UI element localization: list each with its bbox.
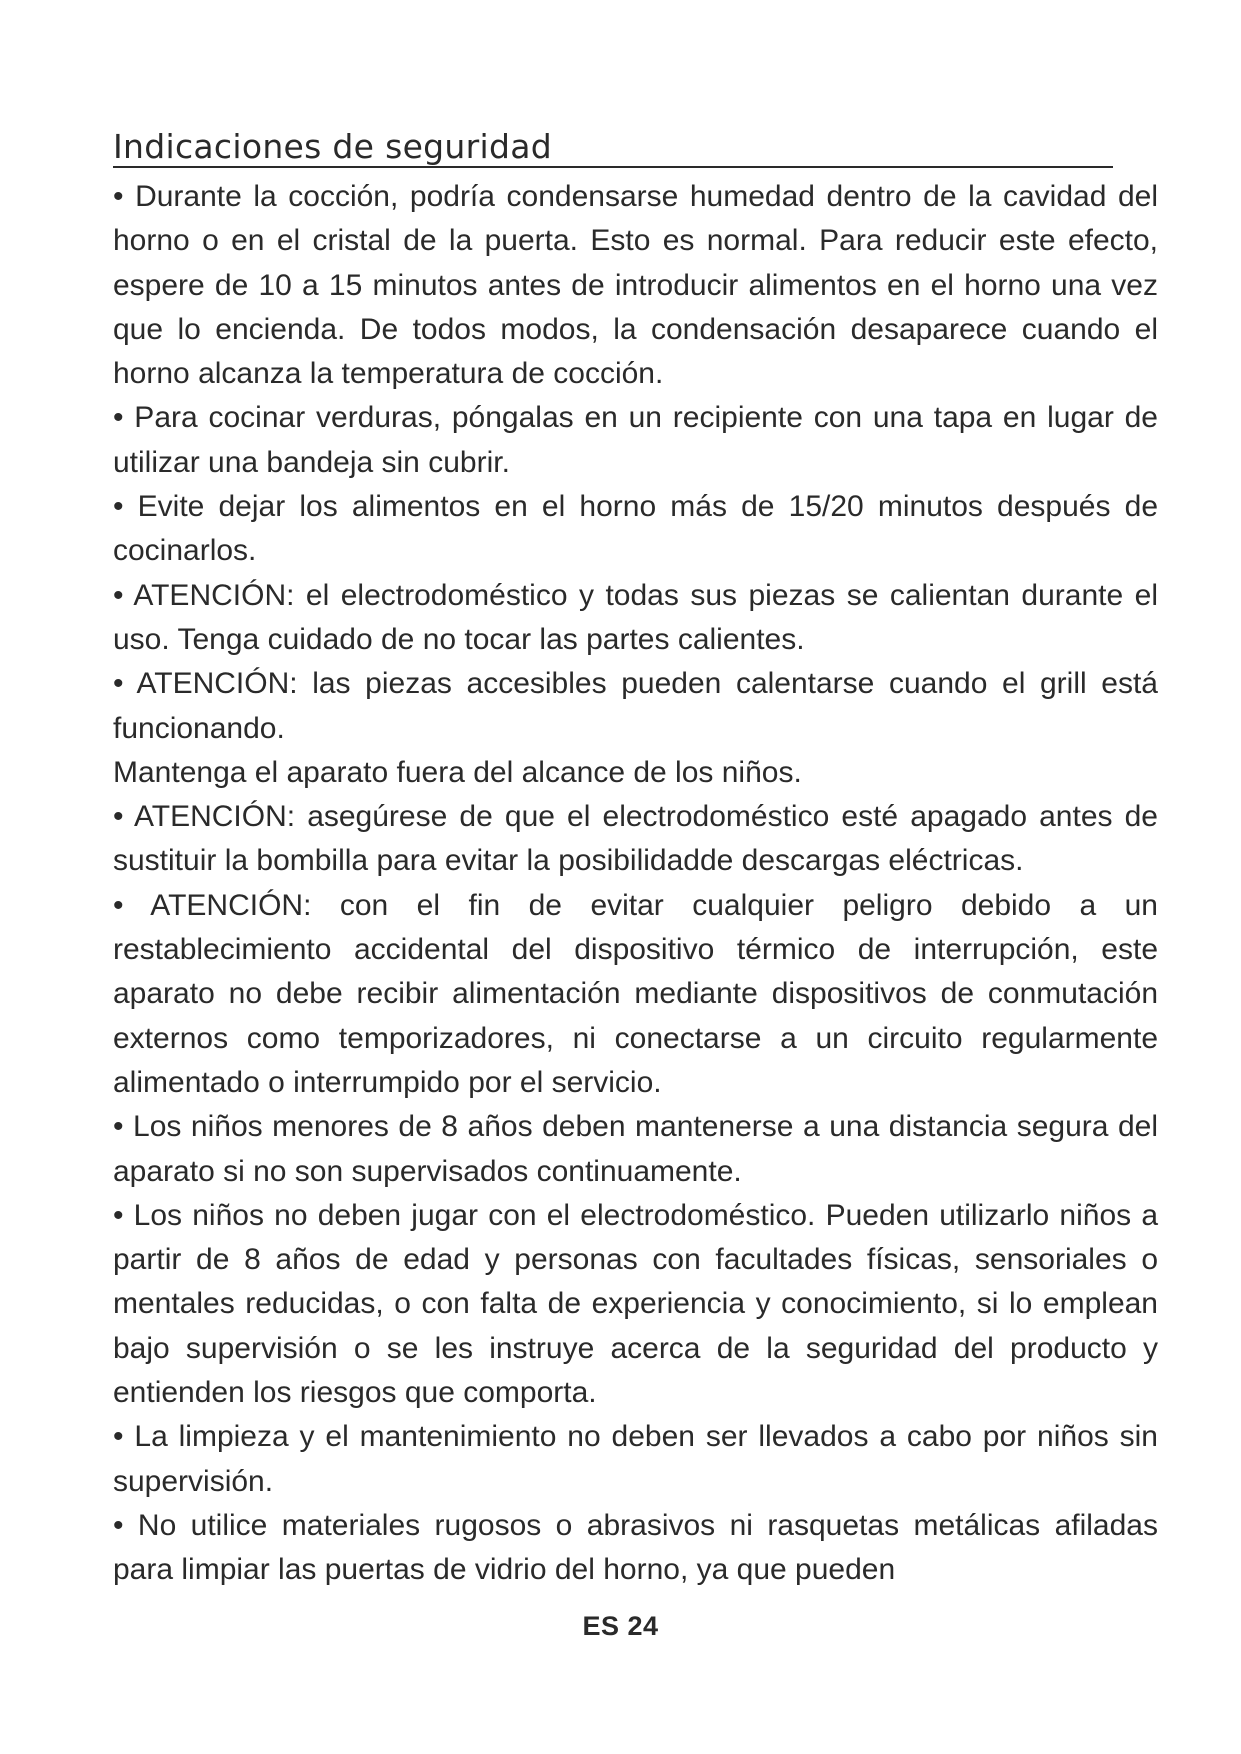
section-heading: [113, 120, 1113, 168]
paragraph-thermal-cutout-warning: • ATENCIÓN: con el fin de evitar cualquier peligro debido a un restablecimiento accidental del dispositivo térmico de interrupción, este aparato no debe recibir alimentación mediante dispositivos de conmutación externos como temporizadores, ni conectarse a un circuito regularmente alimentado o interrumpido por el servicio.: [113, 888, 1158, 1099]
paragraph-vegetables: • Para cocinar verduras, póngalas en un recipiente con una tapa en lugar de utilizar una bandeja sin cubrir.: [113, 401, 1158, 479]
paragraph-children-under-8: • Los niños menores de 8 años deben mantenerse a una distancia segura del aparato si no son supervisados continuamente.: [113, 1110, 1158, 1188]
paragraph-leftover-food: • Evite dejar los alimentos en el horno más de 15/20 minutos después de cocinarlos.: [113, 490, 1158, 568]
paragraph-keep-away-children: Mantenga el aparato fuera del alcance de los niños.: [113, 755, 802, 789]
paragraph-cleaning-children: • La limpieza y el mantenimiento no deben ser llevados a cabo por niños sin supervisión.: [113, 1420, 1158, 1498]
paragraph-children-play: • Los niños no deben jugar con el electrodoméstico. Pueden utilizarlo niños a partir de 8 años de edad y personas con facultades físicas, sensoriales o mentales reducidas, o con falta de experiencia y conocimiento, si lo emplean bajo supervisión o se les instruye acerca de la seguridad del producto y entienden los riesgos que comporta.: [113, 1198, 1158, 1410]
paragraph-hot-parts-warning: • ATENCIÓN: el electrodoméstico y todas sus piezas se calientan durante el uso. Tenga cuidado de no tocar las partes calientes.: [113, 578, 1158, 656]
paragraph-abrasive-materials: • No utilice materiales rugosos o abrasivos ni rasquetas metálicas afiladas para limpiar las puertas de vidrio del horno, ya que pueden: [113, 1508, 1158, 1587]
page-number: ES 24: [582, 1611, 659, 1641]
paragraph-grill-warning: • ATENCIÓN: las piezas accesibles pueden calentarse cuando el grill está funcionando.: [113, 667, 1158, 745]
page-title: Indicaciones de seguridad: [113, 127, 552, 166]
paragraph-condensation: • Durante la cocción, podría condensarse humedad dentro de la cavidad del horno o en el cristal de la puerta. Esto es normal. Para reducir este efecto, espere de 10 a 15 minutos antes de introducir alimentos en el horno una vez que lo encienda. De todos modos, la condensación desaparece cuando el horno alcanza la temperatura de cocción.: [113, 180, 1158, 391]
safety-instructions-body: [113, 175, 1158, 1593]
paragraph-bulb-warning: • ATENCIÓN: asegúrese de que el electrodoméstico esté apagado antes de sustituir la bombilla para evitar la posibilidadde descargas eléctricas.: [113, 800, 1158, 878]
